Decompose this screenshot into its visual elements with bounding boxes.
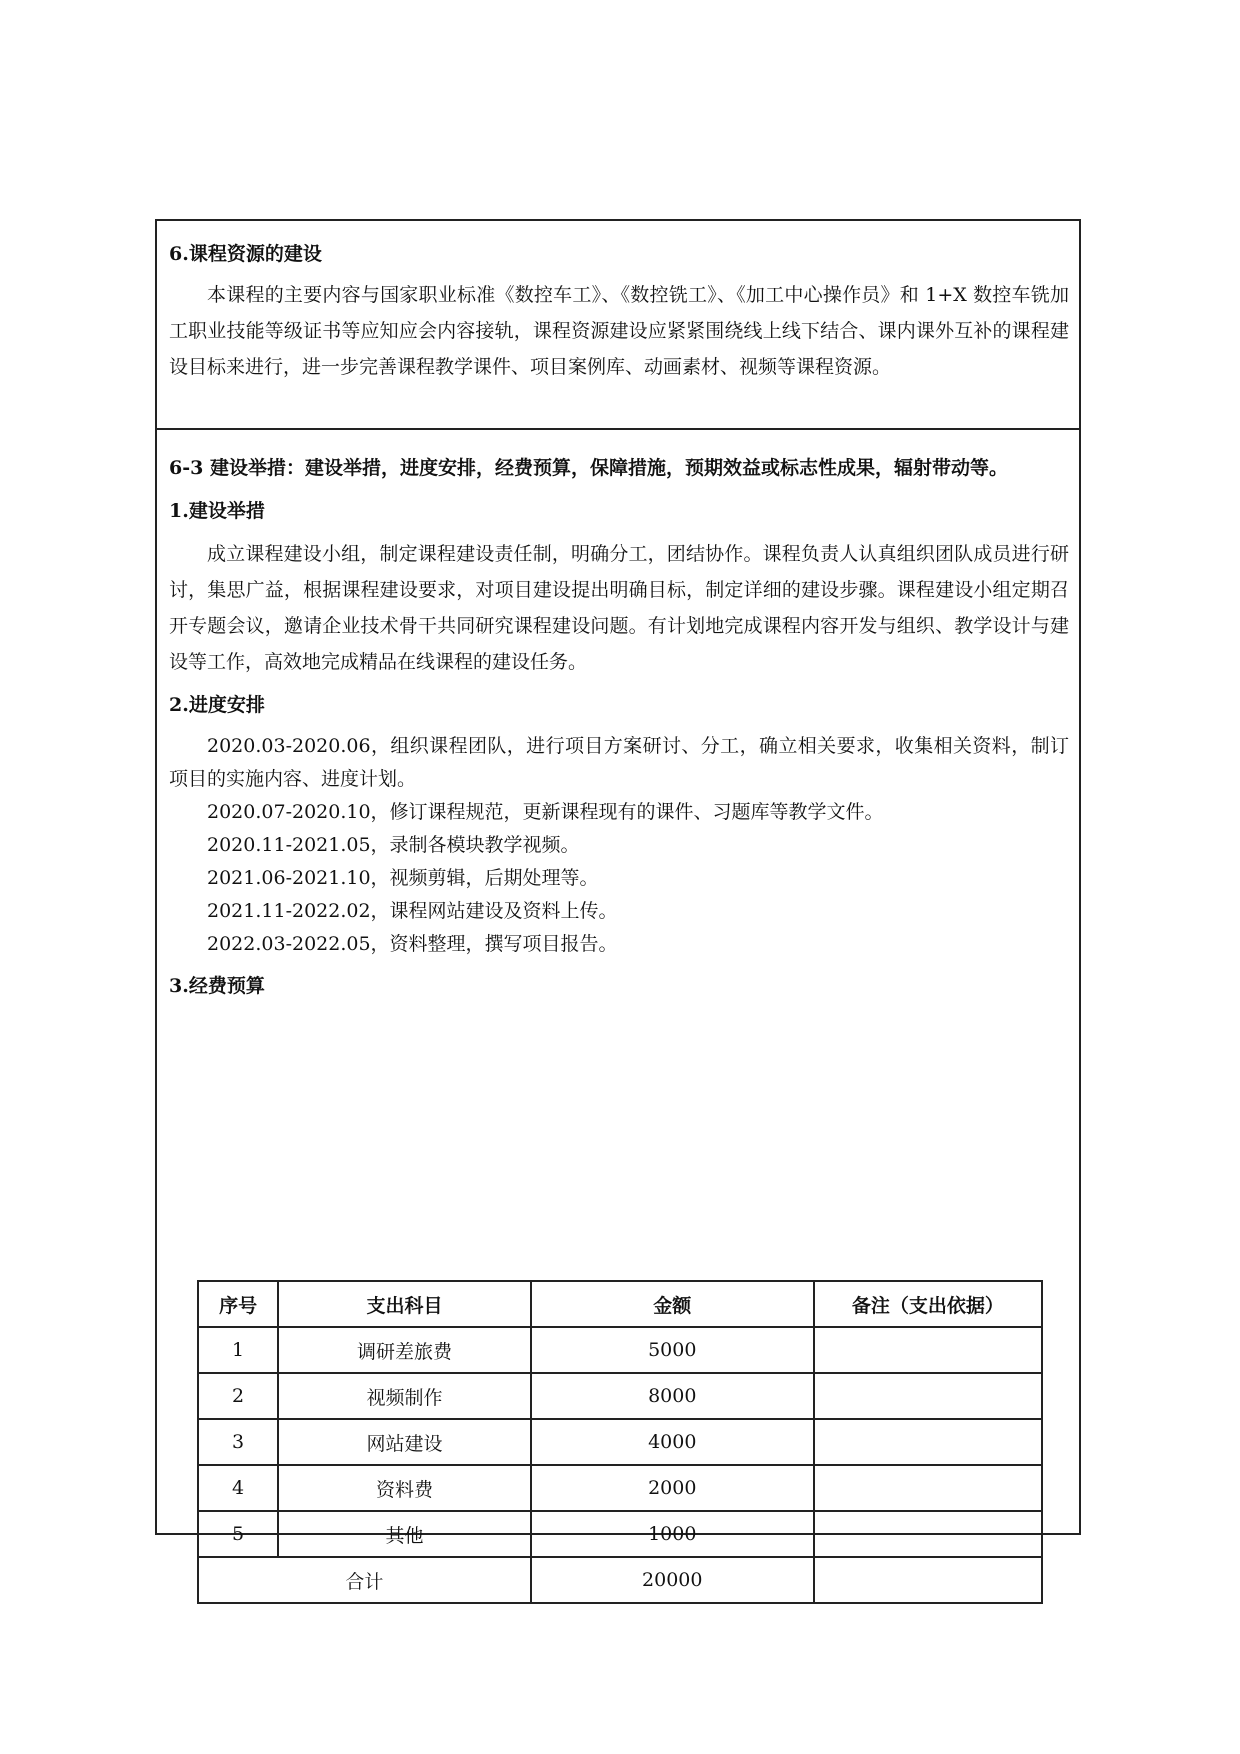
section-course-resources — [157, 221, 1079, 430]
measures-heading: 1.建设举措 — [169, 500, 265, 522]
col-header-amount: 金额 — [531, 1281, 814, 1327]
schedule-heading: 2.进度安排 — [169, 694, 265, 716]
schedule-item: 2022.03-2022.05，资料整理，撰写项目报告。 — [207, 933, 618, 955]
cell-amount: 2000 — [531, 1465, 814, 1511]
schedule-item: 2021.06-2021.10，视频剪辑，后期处理等。 — [207, 867, 599, 889]
total-row — [198, 1557, 1042, 1603]
cell-index: 3 — [198, 1419, 278, 1465]
cell-note — [814, 1465, 1042, 1511]
cell-note — [814, 1327, 1042, 1373]
schedule-item: 2020.03-2020.06，组织课程团队，进行项目方案研讨、分工，确立相关要求，收集相关资料，制订项目的实施内容、进度计划。 — [169, 735, 1069, 790]
cell-item: 调研差旅费 — [278, 1327, 531, 1373]
cell-note — [814, 1373, 1042, 1419]
cell-index: 5 — [198, 1511, 278, 1557]
schedule-item: 2021.11-2022.02，课程网站建设及资料上传。 — [207, 900, 618, 922]
section63-title: 6-3 建设举措：建设举措，进度安排，经费预算，保障措施，预期效益或标志性成果，辐射带动等。 — [169, 457, 1008, 479]
table-row — [198, 1419, 1042, 1465]
table-row — [198, 1511, 1042, 1557]
cell-item: 网站建设 — [278, 1419, 531, 1465]
measures-paragraph: 成立课程建设小组，制定课程建设责任制，明确分工，团结协作。课程负责人认真组织团队成员进行研讨，集思广益，根据课程建设要求，对项目建设提出明确目标，制定详细的建设步骤。课程建设小组定期召开专题会议，邀请企业技术骨干共同研究课程建设问题。有计划地完成课程内容开发与组织、教学设计与建设等工作，高效地完成精品在线课程的建设任务。 — [169, 543, 1069, 673]
section-construction-measures — [157, 430, 1079, 1593]
cell-index: 1 — [198, 1327, 278, 1373]
col-header-note: 备注（支出依据） — [814, 1281, 1042, 1327]
schedule-item: 2020.07-2020.10，修订课程规范，更新课程现有的课件、习题库等教学文件。 — [207, 801, 884, 823]
cell-index: 4 — [198, 1465, 278, 1511]
cell-item: 其他 — [278, 1511, 531, 1557]
measures-block — [169, 500, 1069, 680]
cell-index: 2 — [198, 1373, 278, 1419]
schedule-item: 2020.11-2021.05，录制各模块教学视频。 — [207, 834, 580, 856]
total-label: 合计 — [198, 1557, 531, 1603]
table-row — [198, 1465, 1042, 1511]
budget-table — [197, 1280, 1043, 1604]
section6-heading: 6.课程资源的建设 — [169, 243, 322, 265]
cell-amount: 8000 — [531, 1373, 814, 1419]
form-frame — [155, 219, 1081, 1593]
cell-amount: 5000 — [531, 1327, 814, 1373]
col-header-item: 支出科目 — [278, 1281, 531, 1327]
cell-note — [814, 1419, 1042, 1465]
cell-amount: 4000 — [531, 1419, 814, 1465]
budget-header-row — [198, 1281, 1042, 1327]
schedule-block — [169, 694, 1069, 961]
cell-note — [814, 1511, 1042, 1557]
table-row — [198, 1373, 1042, 1419]
section6-paragraph: 本课程的主要内容与国家职业标准《数控车工》、《数控铣工》、《加工中心操作员》和 1+X 数控车铣加工职业技能等级证书等应知应会内容接轨，课程资源建设应紧紧围绕线上线下结合、课内课外互补的课程建设目标来进行，进一步完善课程教学课件、项目案例库、动画素材、视频等课程资源。 — [169, 284, 1069, 378]
col-header-index: 序号 — [198, 1281, 278, 1327]
total-note — [814, 1557, 1042, 1603]
cell-amount: 1000 — [531, 1511, 814, 1557]
cell-item: 资料费 — [278, 1465, 531, 1511]
table-row — [198, 1327, 1042, 1373]
total-amount: 20000 — [531, 1557, 814, 1603]
budget-heading: 3.经费预算 — [169, 975, 265, 997]
cell-item: 视频制作 — [278, 1373, 531, 1419]
